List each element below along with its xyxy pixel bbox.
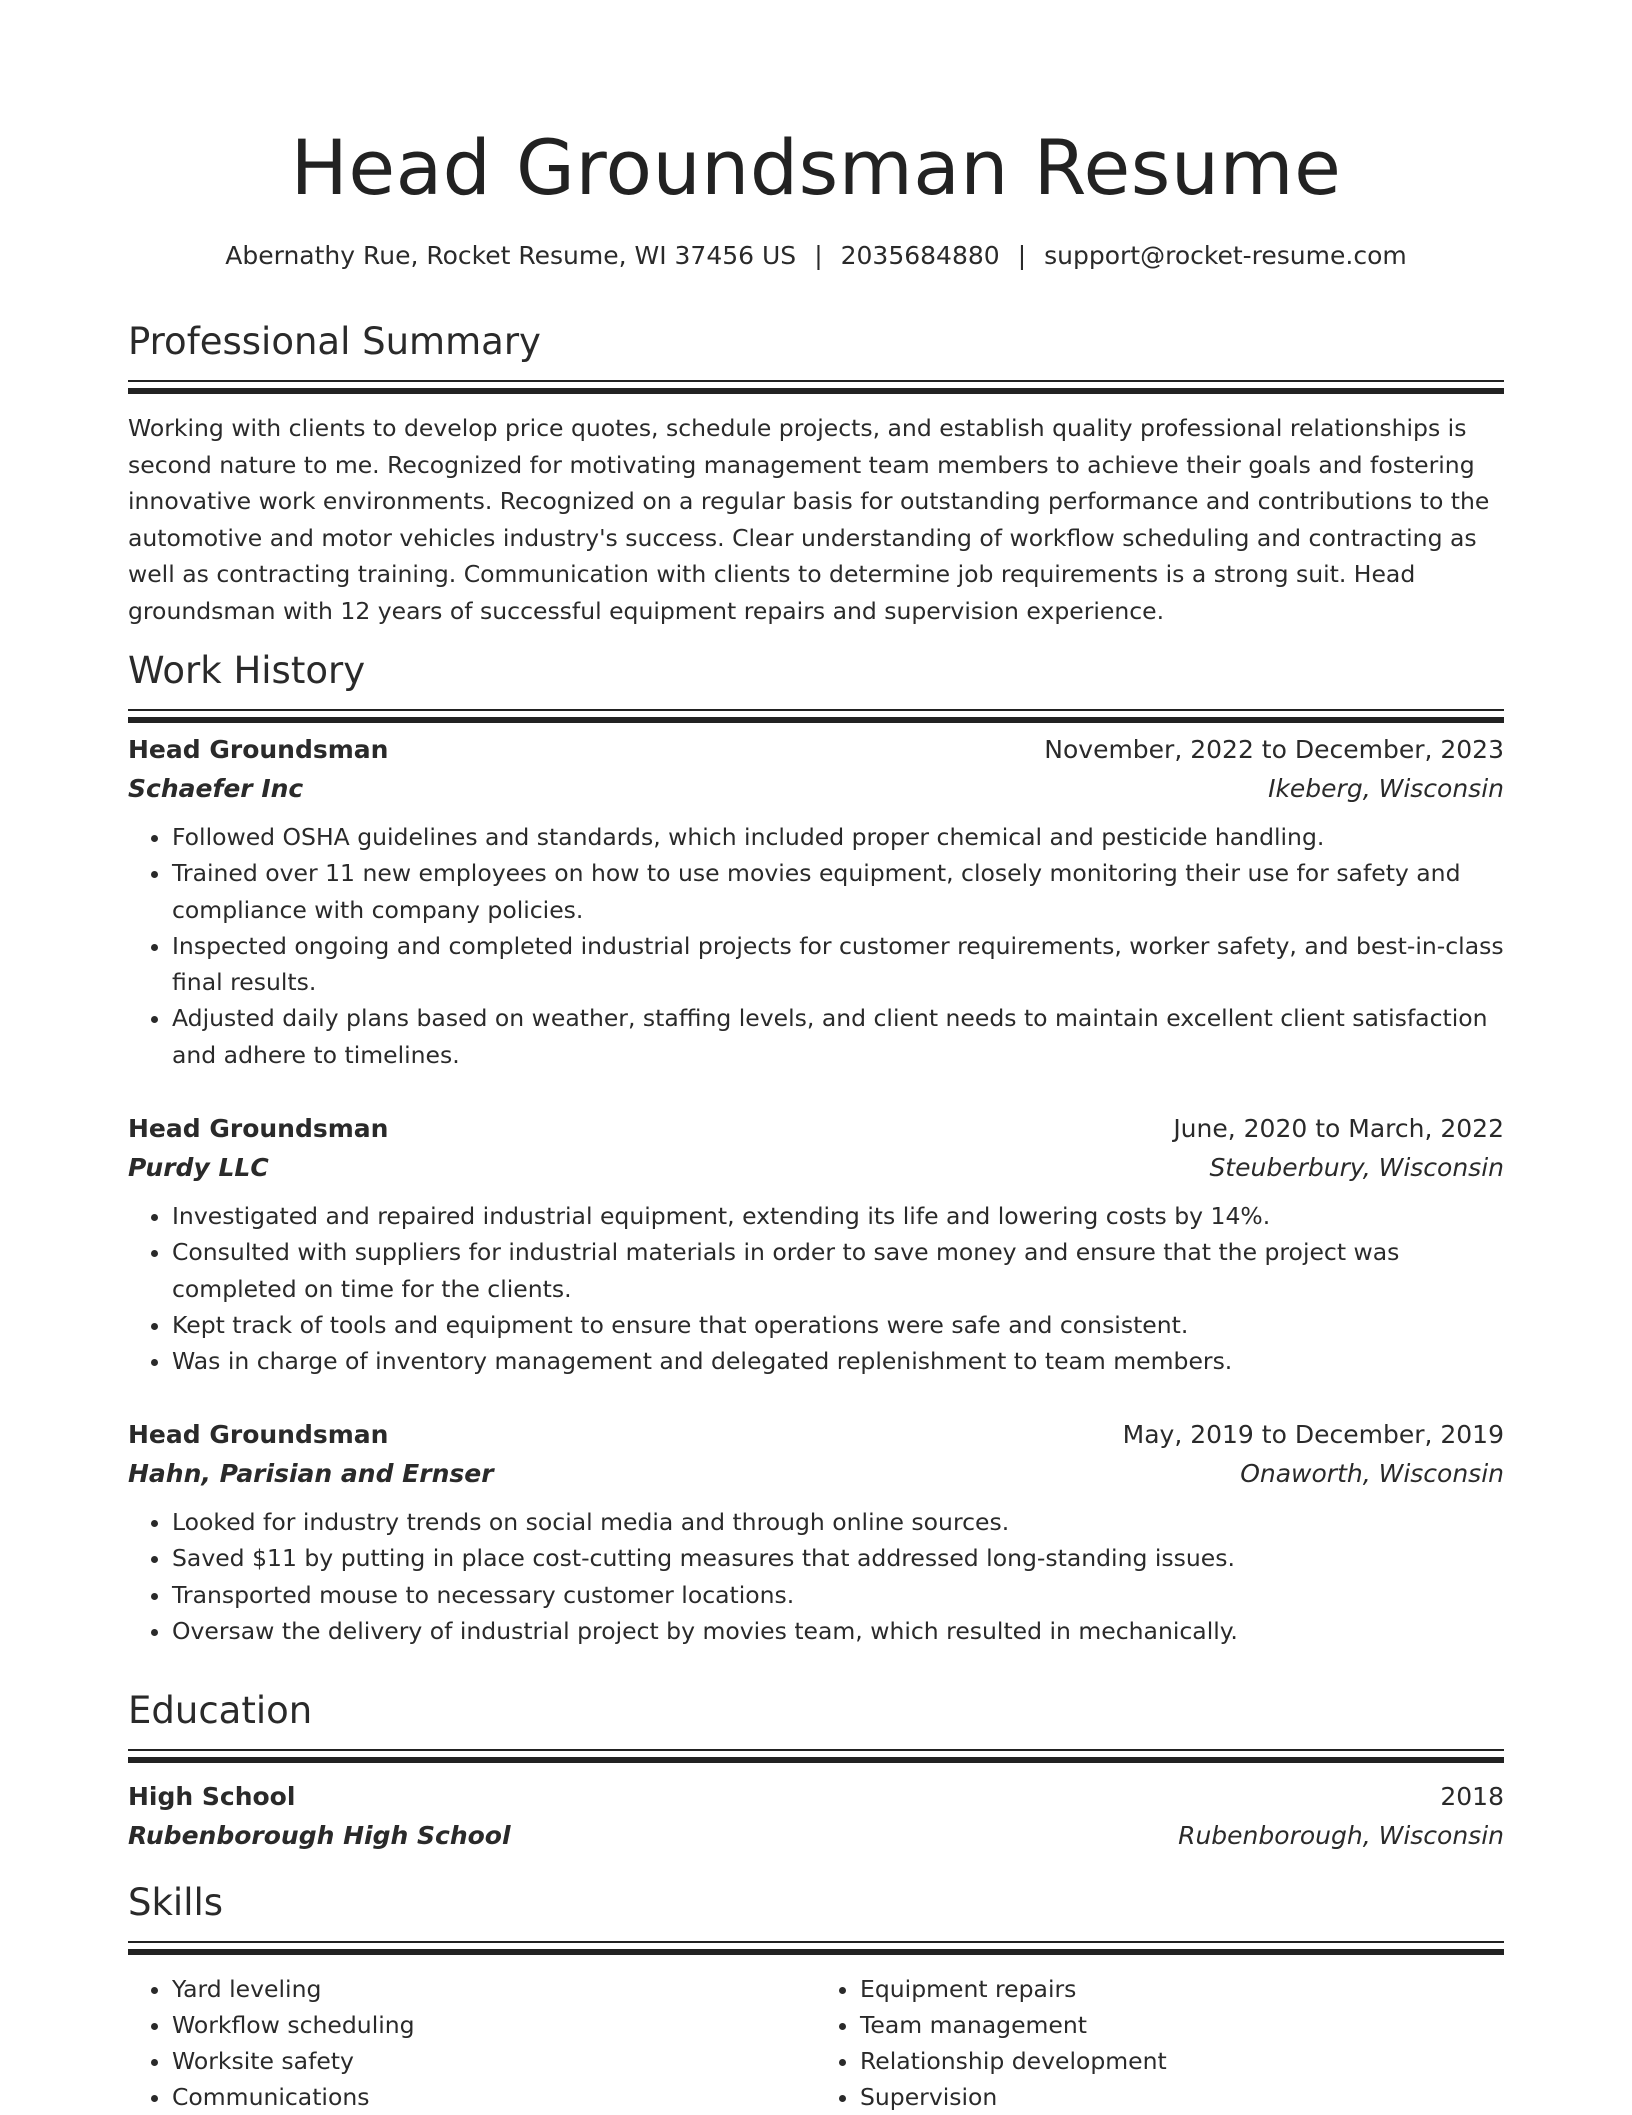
section-divider: [128, 1941, 1504, 1957]
list-item: • Adjusted daily plans based on weather, staffing levels, and client needs to maintain excellent client satisfaction and adhere to timelines.: [172, 1000, 1504, 1073]
summary-section: [128, 316, 1504, 629]
contact-phone: 2035684880: [840, 241, 1000, 270]
contact-email: support@rocket-resume.com: [1044, 241, 1407, 270]
job-title: Head Groundsman: [128, 1420, 389, 1449]
job-location: Ikeberg, Wisconsin: [1268, 774, 1504, 803]
list-item: • Yard leveling: [172, 1971, 816, 2007]
skills-list-right: [816, 1971, 1504, 2115]
list-item: • Trained over 11 new employees on how to use movies equipment, closely monitoring their use for safety and compliance with company policies.: [172, 855, 1504, 928]
list-item: • Transported mouse to necessary customer locations.: [172, 1577, 1504, 1613]
education-location: Rubenborough, Wisconsin: [1178, 1821, 1504, 1850]
list-item: • Was in charge of inventory management and delegated replenishment to team members.: [172, 1343, 1504, 1379]
education-heading: Education: [128, 1689, 313, 1732]
work-history-heading: Work History: [128, 649, 366, 692]
list-item: • Oversaw the delivery of industrial project by movies team, which resulted in mechanically.: [172, 1613, 1504, 1649]
list-item: • Consulted with suppliers for industrial materials in order to save money and ensure that the project was completed on time for the clients.: [172, 1234, 1504, 1307]
contact-separator: |: [1017, 241, 1027, 270]
job-bullets: [128, 1504, 1504, 1649]
job-title: Head Groundsman: [128, 735, 389, 764]
job-bullets: [128, 819, 1504, 1073]
education-entry: [128, 1778, 1504, 1856]
job-entry: [128, 731, 1504, 1073]
list-item: • Communications: [172, 2079, 816, 2115]
job-company: Purdy LLC: [128, 1153, 269, 1182]
education-school: Rubenborough High School: [128, 1821, 511, 1850]
section-divider: [128, 1749, 1504, 1765]
job-dates: June, 2020 to March, 2022: [1173, 1114, 1504, 1143]
summary-heading: Professional Summary: [128, 320, 541, 363]
job-dates: May, 2019 to December, 2019: [1122, 1420, 1504, 1449]
list-item: • Team management: [860, 2007, 1504, 2043]
job-company: Schaefer Inc: [128, 774, 304, 803]
list-item: • Kept track of tools and equipment to ensure that operations were safe and consistent.: [172, 1307, 1504, 1343]
skills-section: [128, 1877, 1504, 2115]
section-divider: [128, 709, 1504, 725]
skills-heading: Skills: [128, 1881, 224, 1924]
education-year: 2018: [1440, 1782, 1504, 1811]
education-degree: High School: [128, 1782, 296, 1811]
contact-separator: |: [814, 241, 823, 270]
education-section: [128, 1685, 1504, 1765]
job-dates: November, 2022 to December, 2023: [1044, 735, 1504, 764]
list-item: • Equipment repairs: [860, 1971, 1504, 2007]
job-company: Hahn, Parisian and Ernser: [128, 1459, 494, 1488]
list-item: • Followed OSHA guidelines and standards, which included proper chemical and pesticide handling.: [172, 819, 1504, 855]
job-title: Head Groundsman: [128, 1114, 389, 1143]
job-bullets: [128, 1198, 1504, 1379]
list-item: • Looked for industry trends on social media and through online sources.: [172, 1504, 1504, 1540]
contact-address: Abernathy Rue, Rocket Resume, WI 37456 US: [225, 241, 797, 270]
list-item: • Relationship development: [860, 2043, 1504, 2079]
list-item: • Investigated and repaired industrial equipment, extending its life and lowering costs by 14%.: [172, 1198, 1504, 1234]
contact-line: [128, 238, 1504, 274]
list-item: • Saved $11 by putting in place cost-cutting measures that addressed long-standing issues.: [172, 1540, 1504, 1576]
job-entry: [128, 1416, 1504, 1649]
skills-list-left: [128, 1971, 816, 2115]
list-item: • Worksite safety: [172, 2043, 816, 2079]
work-history-section: [128, 645, 1504, 725]
list-item: • Inspected ongoing and completed industrial projects for customer requirements, worker safety, and best-in-class final results.: [172, 928, 1504, 1001]
summary-text: Working with clients to develop price quotes, schedule projects, and establish quality professional relationships is second nature to me. Recognized for motivating management team members to achieve their goals and fostering innovative work environments. Recognized on a regular basis for outstanding performance and contributions to the automotive and motor vehicles industry's success. Clear understanding of workflow scheduling and contracting as well as contracting training. Communication with clients to determine job requirements is a strong suit. Head groundsman with 12 years of successful equipment repairs and supervision experience.: [128, 414, 1490, 625]
list-item: • Workflow scheduling: [172, 2007, 816, 2043]
job-location: Onaworth, Wisconsin: [1240, 1459, 1504, 1488]
job-entry: [128, 1110, 1504, 1379]
skills-columns: [128, 1971, 1504, 2115]
list-item: • Supervision: [860, 2079, 1504, 2115]
section-divider: [128, 380, 1504, 396]
resume-title: Head Groundsman Resume: [290, 123, 1342, 212]
job-location: Steuberbury, Wisconsin: [1209, 1153, 1504, 1182]
